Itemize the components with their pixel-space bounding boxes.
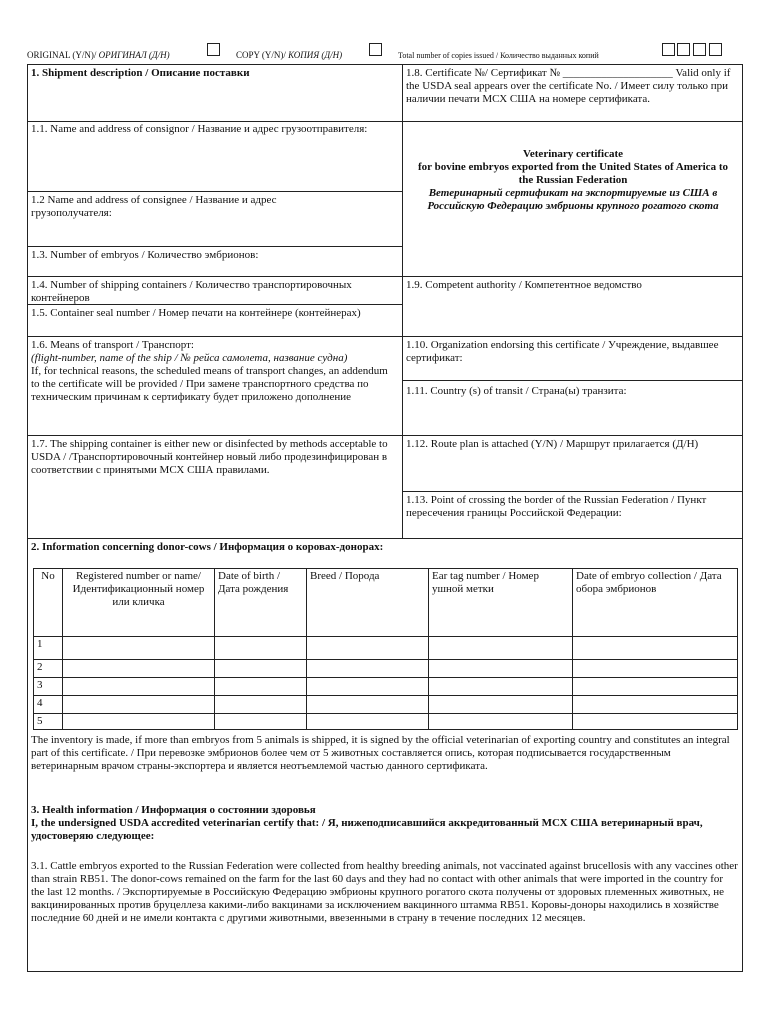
field-1-3-embryos[interactable]: 1.3. Number of embryos / Количество эмбрионов: [31,249,259,261]
certify-statement: I, the undersigned USDA accredited veterinarian certify that: / Я, нижеподписавшийся аккредитованный МСХ США ветеринарный врач, удостоверяю следующее: [31,817,703,842]
field-1-1-consignor[interactable]: 1.1. Name and address of consignor / Название и адрес грузоотправителя: [31,123,368,135]
field-1-10-organization[interactable]: 1.10. Organization endorsing this certificate / Учреждение, выдавшее сертификат: [406,339,719,364]
field-1-12-route[interactable]: 1.12. Route plan is attached (Y/N) / Маршрут прилагается (Д/Н) [406,438,699,450]
copies-label: Total number of copies issued / Количество выданных копий [398,51,599,60]
copies-checkbox-4[interactable] [709,43,722,56]
section3-title: 3. Health information / Информация о состоянии здоровья [31,804,316,816]
field-1-6-transport[interactable]: 1.6. Means of transport / Транспорт: (flight-number, name of the ship / № рейса самолета, название судна) If, for technical reasons, the scheduled means of transport changes, an addendum to the certificate will be provided / При замене транспортного средства по техническим причинам к сертификату будет приложено дополнение [31,339,388,403]
table-row: 2 [34,660,738,678]
field-1-2-consignee[interactable]: 1.2 Name and address of consignee / Название и адрес грузополучателя: [31,194,277,219]
original-label: ORIGINAL (Y/N)/ ОРИГИНАЛ (Д/Н) [27,50,170,60]
original-checkbox[interactable] [207,43,220,56]
col-birth: Date of birth / Дата рождения [215,569,307,637]
table-row: 4 [34,696,738,714]
certificate-title: Veterinary certificate for bovine embryos exported from the United States of America to the Russian Federation Ветеринарный сертификат на экспортируемые из США в Российскую Федерацию эмбрионы крупного рогатого скота [418,148,728,212]
copies-checkbox-2[interactable] [677,43,690,56]
col-no: No [34,569,63,637]
inventory-note: The inventory is made, if more than embryos from 5 animals is shipped, it is signed by the official veterinarian of exporting country and constitutes an integral part of this certificate. / При перевозке эмбрионов более чем от 5 животных составляется опись, которая подписывается государственным ветеринарным врачом страны-экспортера и является неотъемлемой частью данного сертификата. [31,734,730,772]
donor-table [33,568,738,730]
field-1-5-seal[interactable]: 1.5. Container seal number / Номер печати на контейнере (контейнерах) [31,307,361,319]
col-collection: Date of embryo collection / Дата обора эмбрионов [573,569,738,637]
section2-title: 2. Information concerning donor-cows / Информация о коровах-донорах: [31,541,384,553]
field-1-7-container[interactable]: 1.7. The shipping container is either new or disinfected by methods acceptable to USDA / /Транспортировочный контейнер новый либо продезинфицирован в соответствии с принятыми МСХ США правилами. [31,438,388,476]
field-1-4-containers[interactable]: 1.4. Number of shipping containers / Количество транспортировочных контейнеров [31,279,352,304]
field-1-11-transit[interactable]: 1.11. Country (s) of transit / Страна(ы) транзита: [406,385,627,397]
copies-checkbox-3[interactable] [693,43,706,56]
col-registered: Registered number or name/ Идентификационный номер или кличка [63,569,215,637]
table-row: 5 [34,714,738,730]
copy-checkbox[interactable] [369,43,382,56]
field-1-8-certificate[interactable]: 1.8. Certificate №/ Сертификат № ____________________ Valid only if the USDA seal appears over the certificate No. / Имеет силу только при наличии печати МСХ США на номере сертификата. [406,67,731,105]
section1-title: 1. Shipment description / Описание поставки [31,67,250,79]
column-divider [402,64,403,538]
copy-label: COPY (Y/N)/ КОПИЯ (Д/Н) [236,50,343,60]
copies-checkbox-1[interactable] [662,43,675,56]
col-eartag: Ear tag number / Номер ушной метки [429,569,573,637]
field-1-9-authority[interactable]: 1.9. Competent authority / Компетентное ведомство [406,279,642,291]
table-row: 3 [34,678,738,696]
table-row: 1 [34,637,738,660]
field-1-13-border[interactable]: 1.13. Point of crossing the border of the Russian Federation / Пункт пересечения границы Российской Федерации: [406,494,707,519]
col-breed: Breed / Порода [307,569,429,637]
paragraph-3-1: 3.1. Cattle embryos exported to the Russian Federation were collected from healthy breeding animals, not vaccinated against brucellosis with any vaccines other than strain RB51. The donor-cows remained on the farm for the last 60 days and they had no contact with other animals that were imported in the country for the last 12 months. / Экспортируемые в Российскую Федерацию эмбрионы крупного рогатого скота получены от здоровых племенных животных, не вакцинированных против бруцеллеза какими-либо вакцинами за исключением вакцинного штамма RB51. Коровы-доноры находились в хозяйстве последние 60 дней и не имели контакта с другими животными, ввезенными в страну в течение последних 12 месяцев. [31,860,738,924]
